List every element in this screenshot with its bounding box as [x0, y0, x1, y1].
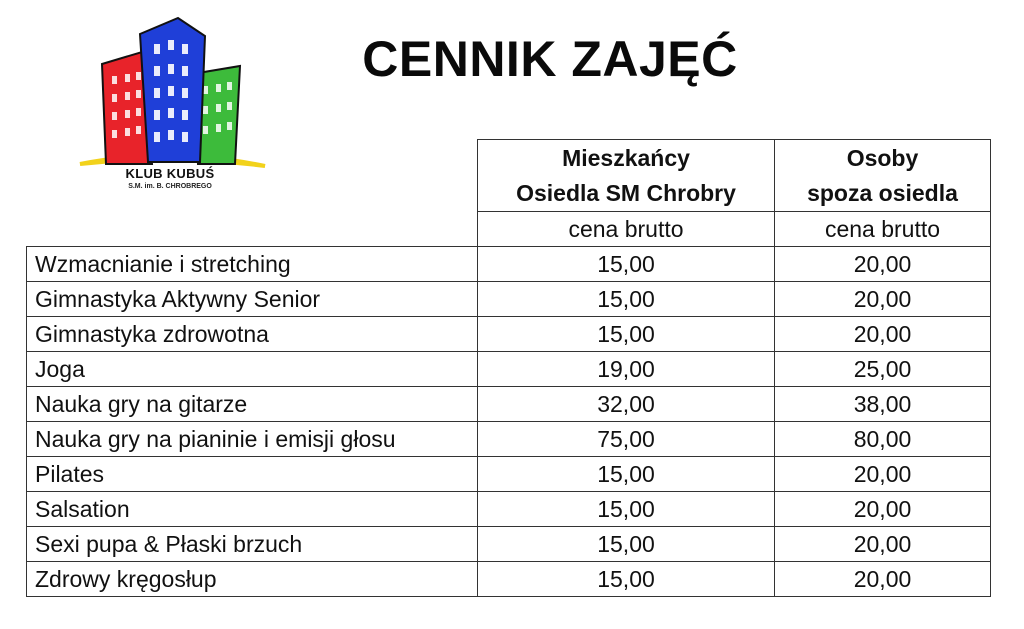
price-residents: 32,00	[478, 387, 775, 422]
table-row	[27, 387, 991, 422]
price-others: 80,00	[775, 422, 991, 457]
price-others: 20,00	[775, 527, 991, 562]
logo-club-name: KLUB KUBUŚ	[125, 166, 215, 181]
price-residents: 15,00	[478, 247, 775, 282]
header-others-line2: spoza osiedla	[807, 179, 958, 206]
page-title: CENNIK ZAJĘĆ	[362, 31, 738, 87]
activity-name: Nauka gry na gitarze	[27, 387, 478, 422]
header-others-line1: Osoby	[846, 144, 919, 171]
price-residents: 15,00	[478, 282, 775, 317]
activity-name: Joga	[27, 352, 478, 387]
price-others: 20,00	[775, 317, 991, 352]
subheader-residents: cena brutto	[478, 212, 775, 247]
price-residents: 19,00	[478, 352, 775, 387]
price-others: 20,00	[775, 562, 991, 597]
header-residents	[478, 140, 775, 212]
price-others: 20,00	[775, 457, 991, 492]
table-row	[27, 527, 991, 562]
table-row	[27, 352, 991, 387]
activity-name: Salsation	[27, 492, 478, 527]
activity-name: Pilates	[27, 457, 478, 492]
price-others: 25,00	[775, 352, 991, 387]
price-residents: 15,00	[478, 317, 775, 352]
price-others: 20,00	[775, 492, 991, 527]
activity-name: Nauka gry na pianinie i emisji głosu	[27, 422, 478, 457]
price-residents: 15,00	[478, 527, 775, 562]
header-row	[27, 140, 991, 212]
subheader-row	[27, 212, 991, 247]
header-others	[775, 140, 991, 212]
activity-name: Gimnastyka zdrowotna	[27, 317, 478, 352]
header-blank-cell	[27, 140, 478, 212]
subheader-others: cena brutto	[775, 212, 991, 247]
table-row	[27, 457, 991, 492]
price-residents: 15,00	[478, 457, 775, 492]
activity-name: Gimnastyka Aktywny Senior	[27, 282, 478, 317]
price-residents: 15,00	[478, 562, 775, 597]
price-others: 20,00	[775, 282, 991, 317]
activity-name: Wzmacnianie i stretching	[27, 247, 478, 282]
activity-name: Zdrowy kręgosłup	[27, 562, 478, 597]
header-residents-line1: Mieszkańcy	[562, 144, 690, 171]
table-row	[27, 317, 991, 352]
table-row	[27, 247, 991, 282]
price-table	[26, 139, 991, 597]
activity-name: Sexi pupa & Płaski brzuch	[27, 527, 478, 562]
table-row	[27, 282, 991, 317]
table-row	[27, 492, 991, 527]
logo-subtitle: S.M. im. B. CHROBREGO	[128, 183, 212, 190]
price-others: 38,00	[775, 387, 991, 422]
table-row	[27, 422, 991, 457]
table-row	[27, 562, 991, 597]
header-residents-line2: Osiedla SM Chrobry	[516, 179, 736, 206]
price-others: 20,00	[775, 247, 991, 282]
price-residents: 75,00	[478, 422, 775, 457]
price-residents: 15,00	[478, 492, 775, 527]
subheader-blank-cell	[27, 212, 478, 247]
